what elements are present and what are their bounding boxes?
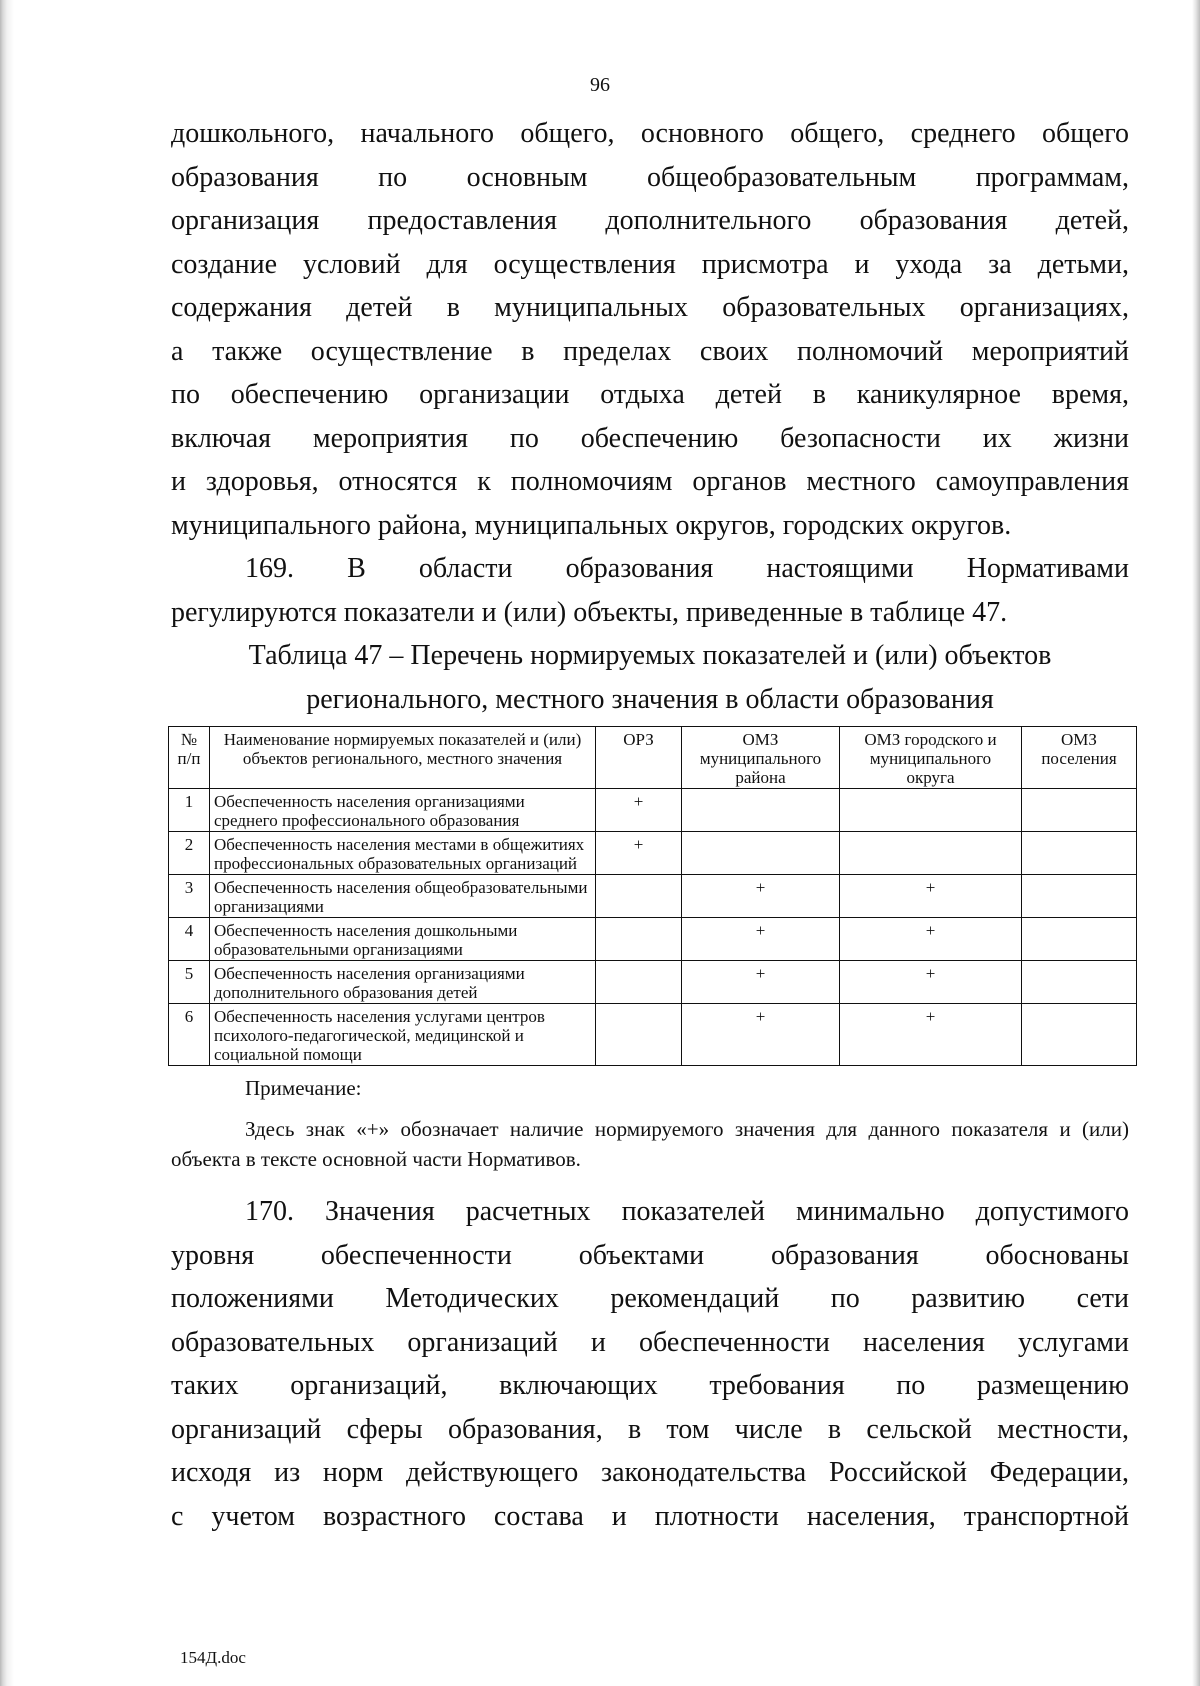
intro-line: создание условий для осуществления присмотра и ухода за детьми, (171, 248, 1129, 280)
row-omz-city: + (840, 918, 1022, 961)
row-omz-city (840, 832, 1022, 875)
header-num: № п/п (169, 727, 210, 789)
table-row (169, 961, 1137, 1004)
para169-line: регулируются показатели и (или) объекты, приведенные в таблице 47. (171, 596, 1008, 628)
row-omz-district (682, 789, 840, 832)
row-omz-district: + (682, 1004, 840, 1066)
row-name: Обеспеченность населения организациями дополнительного образования детей (210, 961, 596, 1004)
row-omz-district: + (682, 961, 840, 1004)
intro-line: образования по основным общеобразовательным программам, (171, 161, 1129, 193)
row-omz-city: + (840, 961, 1022, 1004)
para169-line: 169. В области образования настоящими Нормативами (245, 553, 1129, 584)
row-omz-city: + (840, 875, 1022, 918)
row-name: Обеспеченность населения дошкольными образовательными организациями (210, 918, 596, 961)
intro-line: содержания детей в муниципальных образовательных организациях, (171, 292, 1129, 323)
table-row (169, 1004, 1137, 1066)
table-row (169, 832, 1137, 875)
row-omz-city (840, 789, 1022, 832)
header-orz: ОРЗ (596, 727, 682, 789)
table-row (169, 875, 1137, 918)
paragraph-170 (171, 1190, 1129, 1538)
scan-edge-left (0, 0, 14, 1686)
indicators-table (168, 726, 1137, 1066)
header-omz-settlement: ОМЗ поселения (1022, 727, 1137, 789)
intro-line: включая мероприятия по обеспечению безопасности их жизни (171, 422, 1129, 454)
row-name: Обеспеченность населения местами в общежитиях профессиональных образовательных организаций (210, 832, 596, 875)
row-num: 5 (169, 961, 210, 1004)
para170-line: положениями Методических рекомендаций по развитию сети (171, 1283, 1129, 1314)
para170-line: образовательных организаций и обеспеченности населения услугами (171, 1326, 1129, 1358)
row-orz: + (596, 832, 682, 875)
row-omz-settlement (1022, 789, 1137, 832)
page-content (171, 112, 1129, 1538)
intro-paragraph (171, 112, 1129, 547)
intro-line: муниципального района, муниципальных округов, городских округов. (171, 509, 1012, 541)
para170-line: уровня обеспеченности объектами образования обоснованы (171, 1239, 1129, 1271)
scan-edge-right (1192, 0, 1200, 1686)
table-row (169, 789, 1137, 832)
note-text: Здесь знак «+» обозначает наличие нормируемого значения для данного показателя и (или) объекта в тексте основной части Нормативов. (171, 1117, 1129, 1171)
row-omz-settlement (1022, 832, 1137, 875)
row-omz-district: + (682, 918, 840, 961)
row-orz: + (596, 789, 682, 832)
intro-line: и здоровья, относятся к полномочиям органов местного самоуправления (171, 466, 1129, 497)
row-num: 2 (169, 832, 210, 875)
intro-line: по обеспечению организации отдыха детей в каникулярное время, (171, 379, 1129, 410)
row-name: Обеспеченность населения организациями среднего профессионального образования (210, 789, 596, 832)
row-name: Обеспеченность населения общеобразовательными организациями (210, 875, 596, 918)
para170-line: исходя из норм действующего законодательства Российской Федерации, (171, 1457, 1129, 1488)
table-row (169, 918, 1137, 961)
row-omz-district (682, 832, 840, 875)
row-num: 6 (169, 1004, 210, 1066)
row-num: 1 (169, 789, 210, 832)
row-orz (596, 1004, 682, 1066)
row-omz-settlement (1022, 1004, 1137, 1066)
table-header-row (169, 727, 1137, 789)
row-omz-settlement (1022, 918, 1137, 961)
paragraph-169 (171, 547, 1129, 634)
para170-line: организаций сферы образования, в том числе в сельской местности, (171, 1413, 1129, 1445)
para170-line: таких организаций, включающих требования по размещению (171, 1370, 1129, 1401)
intro-line: а также осуществление в пределах своих полномочий мероприятий (171, 335, 1129, 367)
header-omz-district: ОМЗ муниципального района (682, 727, 840, 789)
header-name: Наименование нормируемых показателей и (или) объектов регионального, местного значения (210, 727, 596, 789)
row-orz (596, 918, 682, 961)
table-title (171, 634, 1129, 722)
row-omz-settlement (1022, 875, 1137, 918)
row-omz-settlement (1022, 961, 1137, 1004)
row-orz (596, 961, 682, 1004)
intro-line: организация предоставления дополнительного образования детей, (171, 205, 1129, 236)
table-title-line: Таблица 47 – Перечень нормируемых показателей и (или) объектов (248, 640, 1052, 671)
para170-line: с учетом возрастного состава и плотности населения, транспортной (171, 1500, 1129, 1532)
document-filename: 154Д.doc (180, 1648, 246, 1667)
note-label: Примечание: (245, 1076, 362, 1100)
row-name: Обеспеченность населения услугами центров психолого-педагогической, медицинской и социальной помощи (210, 1004, 596, 1066)
row-omz-district: + (682, 875, 840, 918)
page-number: 96 (590, 74, 610, 96)
table-title-line: регионального, местного значения в области образования (306, 684, 994, 715)
header-omz-city: ОМЗ городского и муниципального округа (840, 727, 1022, 789)
row-omz-city: + (840, 1004, 1022, 1066)
intro-line: дошкольного, начального общего, основного общего, среднего общего (171, 118, 1129, 149)
row-num: 3 (169, 875, 210, 918)
row-num: 4 (169, 918, 210, 961)
para170-line: 170. Значения расчетных показателей минимально допустимого (245, 1196, 1129, 1227)
row-orz (596, 875, 682, 918)
